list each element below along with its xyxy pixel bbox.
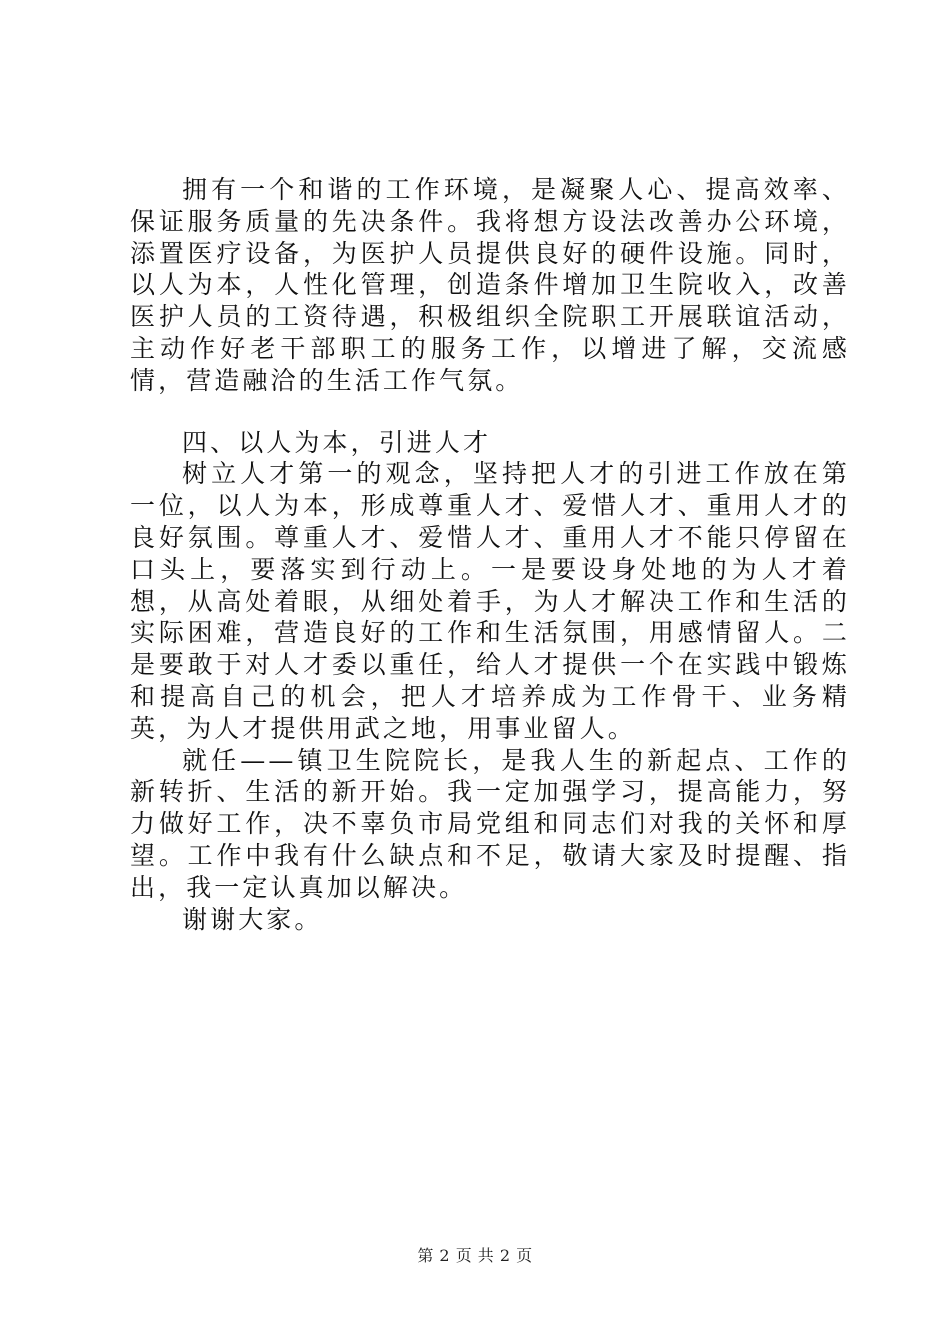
paragraph-talent: 树立人才第一的观念，坚持把人才的引进工作放在第一位，以人为本，形成尊重人才、爱惜人才、重用人才的良好氛围。尊重人才、爱惜人才、重用人才不能只停留在口头上，要落实到行动上。一是要设身处地的为人才着想，从高处着眼，从细处着手，为人才解决工作和生活的实际困难，营造良好的工作和生活氛围，用感情留人。二是要敢于对人才委以重任，给人才提供一个在实践中锻炼和提高自己的机会，把人才培养成为工作骨干、业务精英，为人才提供用武之地，用事业留人。 <box>130 459 850 743</box>
paragraph-work-environment: 拥有一个和谐的工作环境，是凝聚人心、提高效率、保证服务质量的先决条件。我将想方设法改善办公环境，添置医疗设备，为医护人员提供良好的硬件设施。同时，以人为本，人性化管理，创造条件增加卫生院收入，改善医护人员的工资待遇，积极组织全院职工开展联谊活动，主动作好老干部职工的服务工作，以增进了解，交流感情，营造融洽的生活工作气氛。 <box>130 175 850 395</box>
paragraph-thanks: 谢谢大家。 <box>182 904 323 934</box>
page-number-footer: 第 2 页 共 2 页 <box>417 1246 533 1265</box>
paragraph-commitment: 就任——镇卫生院院长，是我人生的新起点、工作的新转折、生活的新开始。我一定加强学习，提高能力，努力做好工作，决不辜负市局党组和同志们对我的关怀和厚望。工作中我有什么缺点和不足，敬请大家及时提醒、指出，我一定认真加以解决。 <box>130 745 850 902</box>
section-heading-talent: 四、以人为本，引进人才 <box>182 427 492 457</box>
document-body <box>130 174 850 935</box>
